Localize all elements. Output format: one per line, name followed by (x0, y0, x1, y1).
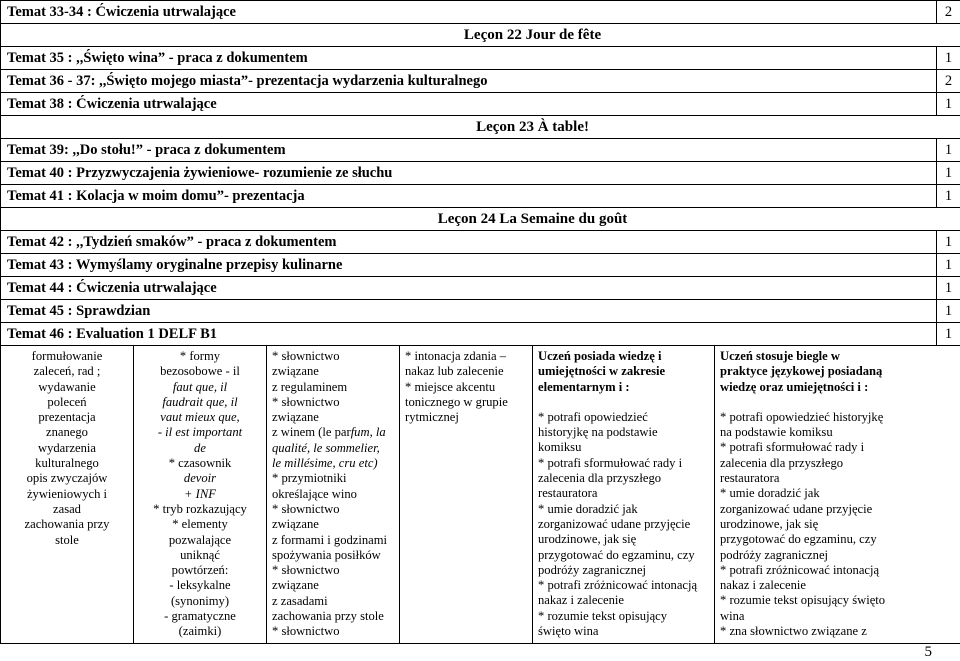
cell-line: poleceń (47, 394, 87, 409)
cell-line: tonicznego w grupie (405, 394, 508, 409)
lesson-heading: Leçon 24 La Semaine du goût (1, 208, 960, 231)
cell-line: * umie doradzić jak (538, 501, 638, 516)
cell-line: faudrait que, il (162, 394, 238, 409)
cell-line: przygotować do egzaminu, czy (720, 532, 877, 547)
cell-line: * potrafi opowiedzieć historyjkę (720, 409, 884, 424)
cell-line: wydawanie (38, 379, 96, 394)
cell-line: umiejętności w zakresie (538, 364, 666, 379)
hours-count: 1 (937, 300, 960, 323)
phonetics-cell (400, 346, 533, 644)
hours-count: 1 (937, 47, 960, 70)
cell-line: komiksu (538, 440, 582, 455)
cell-line: historyjkę na podstawie (538, 425, 658, 440)
cell-lines (720, 410, 955, 639)
cell-line: prezentacja (38, 410, 96, 425)
table-row (1, 70, 960, 93)
cell-line: * rozumie tekst opisujący (538, 608, 668, 623)
cell-line: kulturalnego (35, 456, 99, 471)
cell-line: opis zwyczajów (26, 471, 108, 486)
topic-title: Temat 41 : Kolacja w moim domu”- prezentacja (1, 185, 937, 208)
cell-line: zaleceń, rad ; (33, 364, 101, 379)
hours-count: 1 (937, 231, 960, 254)
cell-line: + INF (184, 486, 216, 501)
hours-count: 1 (937, 254, 960, 277)
cell-line: wydarzenia (37, 440, 97, 455)
cell-line: qualité, le sommelier, (272, 440, 380, 455)
cell-line: * potrafi zróżnicować intonacją (720, 562, 880, 577)
hours-count: 1 (937, 139, 960, 162)
topic-title: Temat 39: ,,Do stołu!” - praca z dokumentem (1, 139, 937, 162)
vocabulary-cell (267, 346, 400, 644)
cell-line: restauratora (720, 471, 780, 486)
table-row (1, 231, 960, 254)
cell-line: podróży zagranicznej (720, 547, 829, 562)
cell-line: spożywania posiłków (272, 547, 381, 562)
table-row (1, 254, 960, 277)
basic-requirements-cell (533, 346, 715, 644)
topic-title: Temat 44 : Ćwiczenia utrwalające (1, 277, 937, 300)
cell-line: (zaimki) (178, 624, 222, 639)
table-row (1, 300, 960, 323)
cell-line: zorganizować udane przyjęcie (720, 501, 873, 516)
cell-line: * rozumie tekst opisujący święto (720, 593, 886, 608)
cell-line: * tryb rozkazujący (153, 501, 247, 516)
cell-line: rytmicznej (405, 410, 459, 425)
cell-line: * potrafi opowiedzieć (538, 409, 648, 424)
topic-title: Temat 38 : Ćwiczenia utrwalające (1, 93, 937, 116)
cell-line: * elementy (172, 517, 228, 532)
cell-line: * słownictwo (272, 501, 340, 516)
cell-line: * miejsce akcentu (405, 379, 496, 394)
cell-line: restauratora (538, 486, 598, 501)
topic-title: Temat 46 : Evaluation 1 DELF B1 (1, 323, 937, 346)
cell-line: zalecenia dla przyszłego (538, 471, 662, 486)
cell-line: formułowanie (31, 349, 103, 363)
table-row (1, 208, 960, 231)
cell-line: stole (55, 532, 79, 547)
table-row (1, 323, 960, 346)
cell-line: wina (720, 608, 745, 623)
cell-line: * potrafi sformułować rady i (720, 440, 865, 455)
topic-title: Temat 42 : ,,Tydzień smaków” - praca z dokumentem (1, 231, 937, 254)
cell-lines (139, 349, 261, 640)
topic-title: Temat 36 - 37: ,,Święto mojego miasta”- prezentacja wydarzenia kulturalnego (1, 70, 937, 93)
cell-line: przygotować do egzaminu, czy (538, 547, 695, 562)
hours-count: 1 (937, 323, 960, 346)
cell-lines (6, 349, 128, 548)
cell-line: uniknąć (180, 547, 220, 562)
cell-line: zasad (53, 501, 81, 516)
cell-lines (405, 349, 527, 425)
table-row (1, 116, 960, 139)
cell-line: Uczeń stosuje biegle w (720, 349, 840, 363)
cell-line: elementarnym i : (538, 379, 630, 394)
lesson-heading: Leçon 23 À table! (1, 116, 960, 139)
cell-lines (538, 410, 709, 639)
grammar-cell (134, 346, 267, 644)
cell-line: powtórzeń: (171, 563, 229, 578)
cell-line: devoir (183, 471, 217, 486)
cell-line: le millésime, cru etc) (272, 456, 378, 471)
cell-line: z formami i godzinami (272, 532, 388, 547)
cell-line: - leksykalne (169, 578, 231, 593)
topic-title: Temat 45 : Sprawdzian (1, 300, 937, 323)
cell-line: (synonimy) (170, 593, 230, 608)
cell-line: bezosobowe - il (160, 364, 240, 379)
cell-line: podróży zagranicznej (538, 562, 647, 577)
cell-line: na podstawie komiksu (720, 425, 833, 440)
cell-line: - il est important (157, 425, 243, 440)
cell-line: * potrafi sformułować rady i (538, 455, 683, 470)
cell-line: z regulaminem (272, 379, 348, 394)
topic-title: Temat 43 : Wymyślamy oryginalne przepisy kulinarne (1, 254, 937, 277)
cell-line: * słownictwo (272, 624, 340, 639)
cell-line: de (194, 440, 206, 455)
topic-title: Temat 33-34 : Ćwiczenia utrwalające (1, 1, 937, 24)
cell-line: zorganizować udane przyjęcie (538, 516, 691, 531)
cell-line: - gramatyczne (164, 609, 236, 624)
cell-line: * słownictwo (272, 349, 340, 363)
cell-line: urodzinowe, jak się (720, 516, 819, 531)
cell-line: z zasadami (272, 593, 328, 608)
table-row (1, 139, 960, 162)
cell-line: praktyce językowej posiadaną (720, 364, 883, 379)
cell-line: święto wina (538, 624, 599, 639)
cell-line: * formy (179, 349, 221, 363)
table-row (1, 185, 960, 208)
cell-line: zachowania przy (24, 517, 110, 532)
cell-line: związane (272, 578, 319, 593)
hours-count: 1 (937, 162, 960, 185)
cell-line: określające wino (272, 486, 357, 501)
hours-count: 2 (937, 70, 960, 93)
cell-line: z winem (le parfum, la (272, 425, 386, 440)
table-row (1, 24, 960, 47)
cell-line: zachowania przy stole (272, 609, 384, 624)
cell-line: wiedzę oraz umiejętności i : (720, 379, 869, 394)
page-number: 5 (924, 644, 932, 660)
cell-line: * zna słownictwo związane z (720, 624, 867, 639)
table-row (1, 47, 960, 70)
detail-row (1, 346, 960, 644)
hours-count: 1 (937, 93, 960, 116)
cell-line: faut que, il (172, 379, 228, 394)
cell-line: * czasownik (168, 456, 232, 471)
cell-line: związane (272, 410, 319, 425)
cell-line: pozwalające (168, 532, 232, 547)
table-row (1, 1, 960, 24)
communicative-functions-cell (1, 346, 134, 644)
table-row (1, 93, 960, 116)
cell-line: zalecenia dla przyszłego (720, 455, 844, 470)
cell-line: związane (272, 517, 319, 532)
table-row (1, 277, 960, 300)
topic-title: Temat 40 : Przyzwyczajenia żywieniowe- rozumienie ze słuchu (1, 162, 937, 185)
hours-count: 2 (937, 1, 960, 24)
extended-requirements-cell (715, 346, 960, 644)
lesson-heading: Leçon 22 Jour de fête (1, 24, 960, 47)
cell-line: * słownictwo (272, 394, 340, 409)
cell-line: * słownictwo (272, 563, 340, 578)
cell-line: Uczeń posiada wiedzę i (538, 349, 662, 363)
topic-title: Temat 35 : ,,Święto wina” - praca z dokumentem (1, 47, 937, 70)
table-row (1, 162, 960, 185)
cell-line: nakaz i zalecenie (720, 578, 806, 593)
requirement-heading (538, 349, 709, 395)
cell-line: urodzinowe, jak się (538, 532, 637, 547)
cell-line: * umie doradzić jak (720, 486, 820, 501)
cell-line: nakaz i zalecenie (538, 593, 624, 608)
cell-line: * potrafi zróżnicować intonacją (538, 578, 698, 593)
cell-lines (272, 349, 394, 640)
cell-line: żywieniowych i (26, 486, 108, 501)
hours-count: 1 (937, 277, 960, 300)
cell-line: * przymiotniki (272, 471, 347, 486)
cell-line: nakaz lub zalecenie (405, 364, 504, 379)
cell-line: znanego (46, 425, 88, 440)
cell-line: vaut mieux que, (160, 410, 240, 425)
cell-line: * intonacja zdania – (405, 349, 507, 363)
requirement-heading (720, 349, 955, 395)
cell-line: związane (272, 364, 319, 379)
hours-count: 1 (937, 185, 960, 208)
